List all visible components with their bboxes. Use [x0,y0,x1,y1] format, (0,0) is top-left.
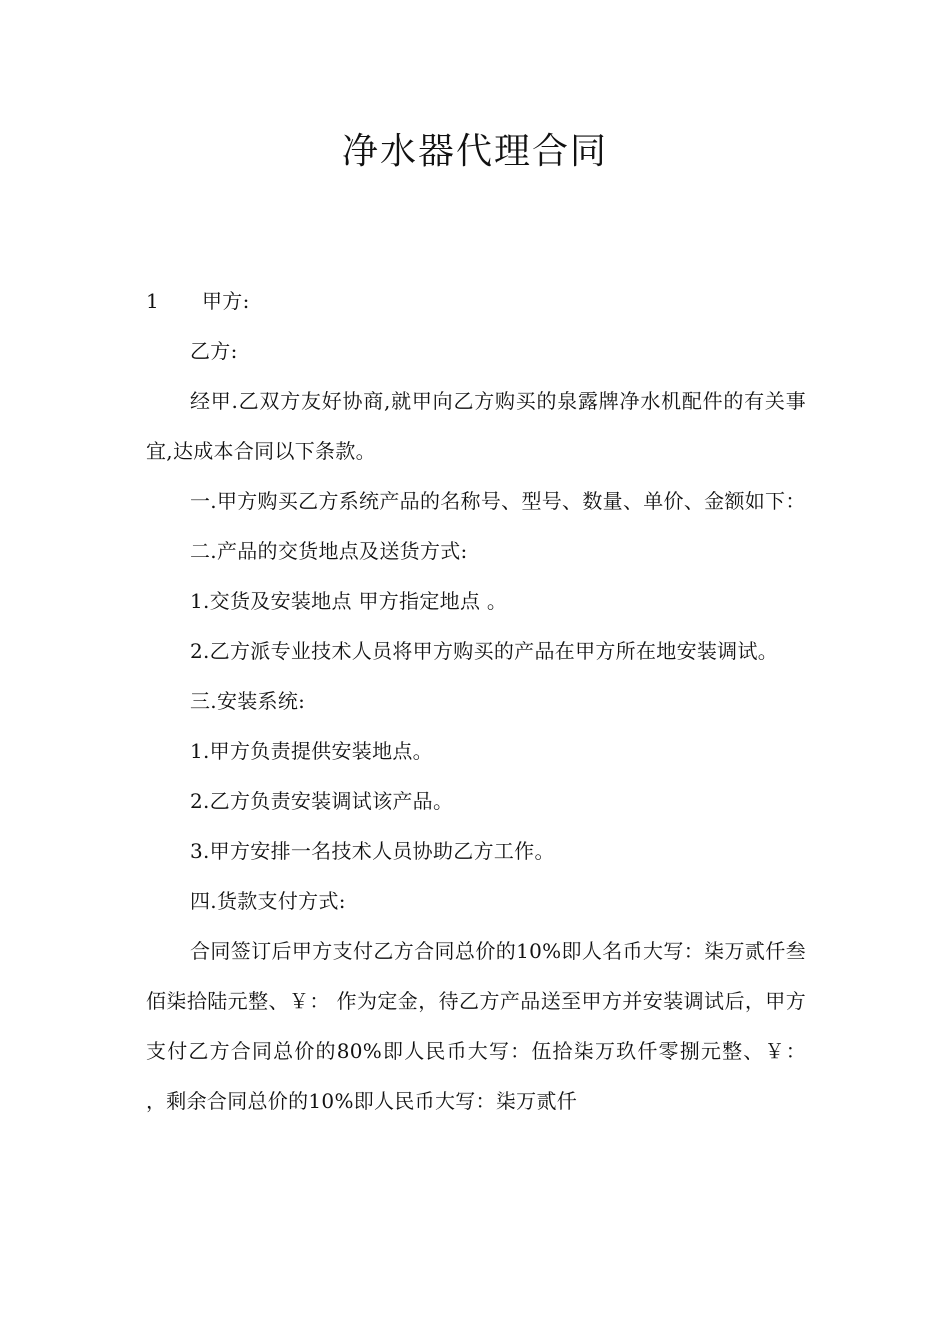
paragraph-payment-terms: 合同签订后甲方支付乙方合同总价的10%即人名币大写：柒万贰仟叁佰柒拾陆元整、￥： 作为定金，待乙方产品送至甲方并安装调试后，甲方支付乙方合同总价的80%即人民币大写：伍拾柒万玖仟零捌元整、￥： ，剩余合同总价的10%即人民币大写：柒万贰仟 [146,939,806,1113]
paragraph-section-4: 四.货款支付方式: [190,889,346,913]
party-a-number: 1 [146,289,160,313]
paragraph-section-3-item-3: 3.甲方安排一名技术人员协助乙方工作。 [190,839,555,863]
paragraph-section-2: 二.产品的交货地点及送货方式: [190,539,468,563]
paragraph-section-2-item-2: 2.乙方派专业技术人员将甲方购买的产品在甲方所在地安装调试。 [190,639,779,663]
paragraph-section-2-item-1: 1.交货及安装地点 甲方指定地点 。 [190,589,508,613]
paragraph-section-1: 一.甲方购买乙方系统产品的名称号、型号、数量、单价、金额如下： [190,489,806,513]
paragraph-section-3-item-2: 2.乙方负责安装调试该产品。 [190,789,454,813]
paragraph-party-a [146,276,806,326]
paragraph-party-b: 乙方: [190,339,238,363]
paragraph-section-3-item-1: 1.甲方负责提供安装地点。 [190,739,433,763]
paragraph-preamble: 经甲.乙双方友好协商,就甲向乙方购买的泉露牌净水机配件的有关事宜,达成本合同以下条款。 [146,389,806,463]
document-title: 净水器代理合同 [341,131,608,172]
document-body [146,276,806,1126]
party-a-label: 甲方: [202,289,250,313]
paragraph-section-3: 三.安装系统: [190,689,306,713]
